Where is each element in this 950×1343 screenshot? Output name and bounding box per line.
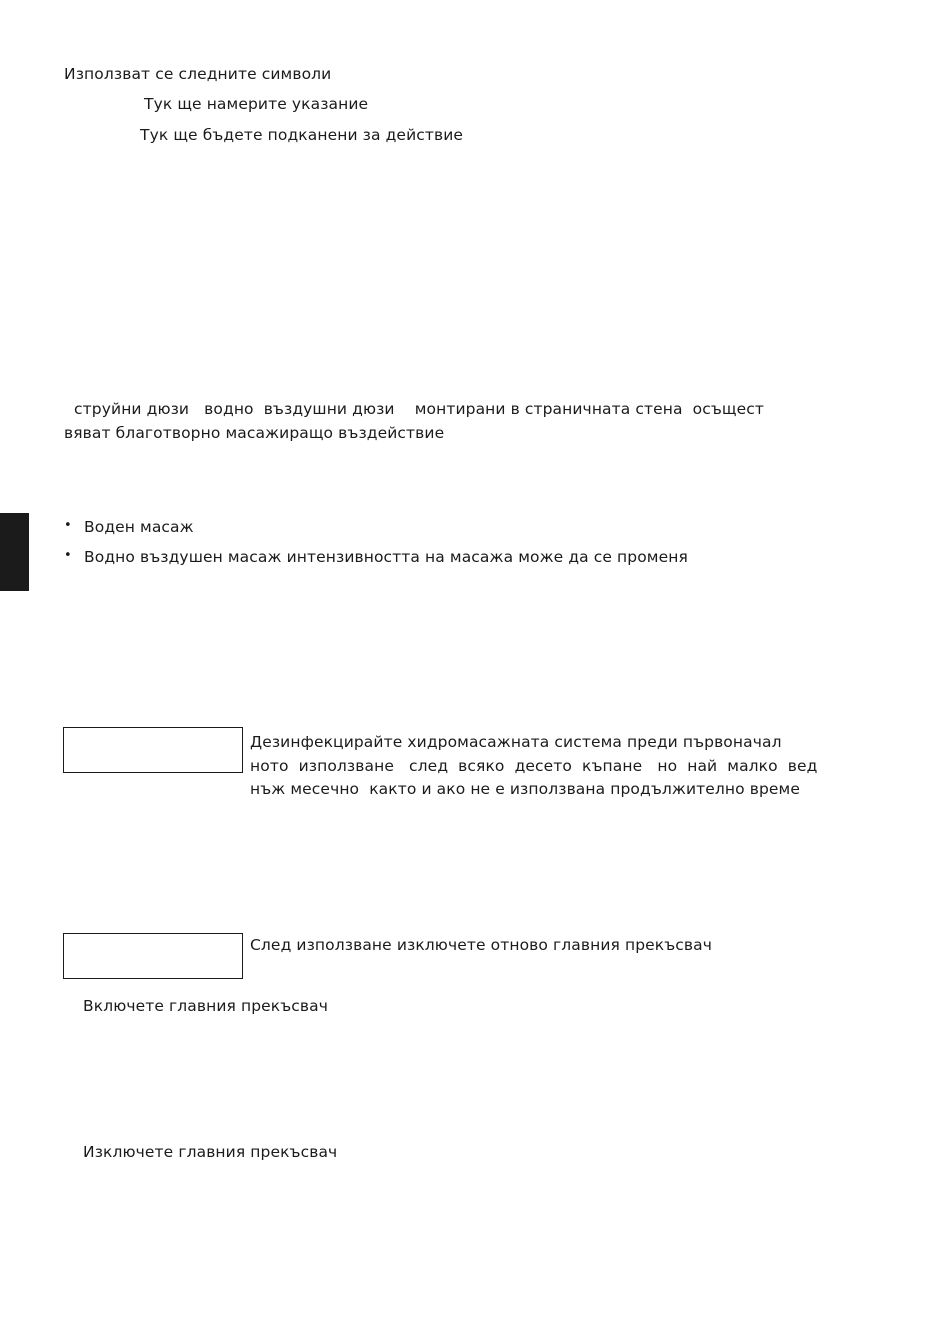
jets-paragraph [64,398,878,445]
disinfect-paragraph [250,731,880,802]
disinfect-paragraph-line-3: нъж месечно както и ако не е използвана продължително време [250,780,800,799]
symbol-note-line: Тук ще намерите указание [144,95,369,113]
jets-paragraph-line-2: вяват благотворно масажиращо въздействие [64,423,445,442]
switch-off-after-use-text: След използване изключете отново главния прекъсвач [250,936,712,954]
page-side-tab [0,513,29,591]
list-item [64,546,884,568]
disinfect-paragraph-line-1: Дезинфекцирайте хидромасажната система преди първоначал [250,733,782,751]
list-item [64,516,884,538]
disinfect-paragraph-line-2: ното използване след всяко десето къпане но най малко вед [250,756,818,775]
jets-paragraph-line-1: струйни дюзи водно въздушни дюзи монтирани в страничната стена осъщест [64,400,765,418]
warning-icon-box-disinfect [63,727,243,773]
symbols-heading: Използват се следните символи [64,65,332,83]
switch-on-main-text: Включете главния прекъсвач [83,997,329,1015]
warning-icon-box-switch-off [63,933,243,979]
bullet-icon: • [64,548,72,564]
massage-types-list [64,516,884,577]
list-item-label: Воден масаж [84,518,194,536]
symbol-action-line: Тук ще бъдете подканени за действие [140,126,464,144]
bullet-icon: • [64,518,72,533]
switch-off-main-text: Изключете главния прекъсвач [83,1143,338,1161]
list-item-label: Водно въздушен масаж интензивността на масажа може да се променя [84,548,688,567]
